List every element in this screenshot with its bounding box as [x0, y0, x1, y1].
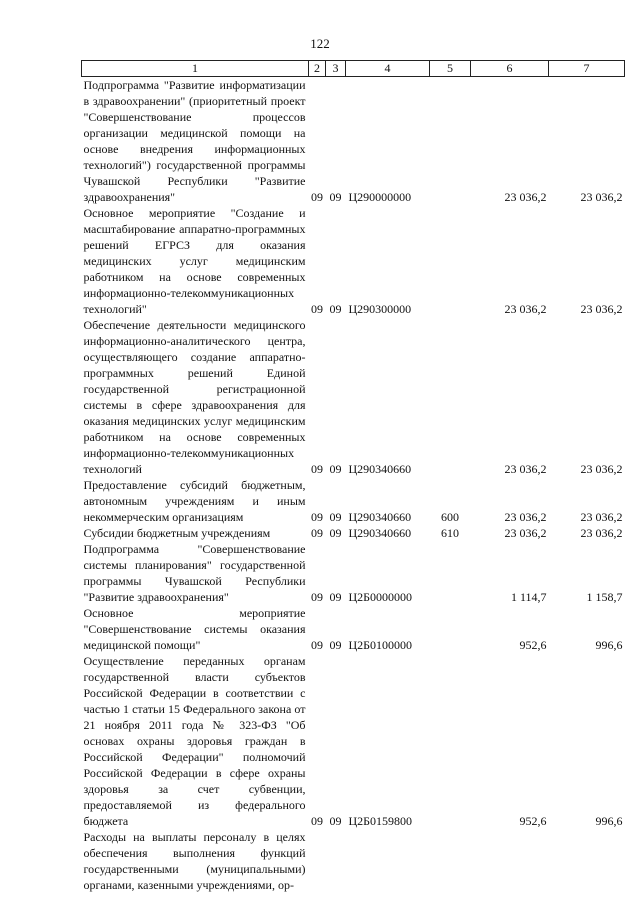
- row-amount-1: 23 036,2: [504, 462, 547, 476]
- table-row: [82, 829, 625, 893]
- row-subsection: 09: [329, 814, 342, 828]
- column-header: 1: [82, 61, 309, 77]
- row-target-article: Ц2Б0000000: [348, 590, 413, 604]
- column-header: 2: [309, 61, 326, 77]
- row-amount-1: 23 036,2: [504, 526, 547, 540]
- budget-table: [81, 60, 625, 893]
- row-subsection: [326, 829, 346, 893]
- row-amount-1: [471, 829, 549, 893]
- row-section: 09: [311, 814, 323, 828]
- row-amount-2: 1 158,7: [586, 590, 623, 604]
- row-amount-2: 996,6: [595, 814, 623, 828]
- row-amount-2: 23 036,2: [580, 526, 623, 540]
- row-target-article: Ц290340660: [348, 510, 412, 524]
- row-subsection: 09: [329, 638, 342, 652]
- row-expense-type: [430, 653, 471, 829]
- row-section: 09: [311, 462, 323, 476]
- table-row: [82, 605, 625, 653]
- row-subsection: 09: [329, 510, 342, 524]
- row-name: Субсидии бюджетным учреждениям: [83, 526, 271, 540]
- row-amount-1: 1 114,7: [510, 590, 547, 604]
- column-header: 5: [430, 61, 471, 77]
- row-name: Подпрограмма "Совершенствование системы планирования" государственной программы Чувашской Республики "Развитие здравоохранения": [83, 542, 306, 604]
- column-header: 4: [346, 61, 430, 77]
- row-target-article: Ц290340660: [348, 526, 412, 540]
- row-expense-type: [430, 205, 471, 317]
- row-amount-1: 23 036,2: [504, 190, 547, 204]
- row-section: 09: [311, 190, 323, 204]
- table-row: [82, 653, 625, 829]
- table-row: [82, 541, 625, 605]
- column-header: 3: [326, 61, 346, 77]
- row-target-article: Ц290300000: [348, 302, 412, 316]
- row-section: 09: [311, 590, 323, 604]
- row-name: Основное мероприятие "Совершенствование системы оказания медицинской помощи": [83, 606, 306, 652]
- row-name: Расходы на выплаты персоналу в целях обеспечения выполнения функций государственными (муниципальными) органами, казенными учреждениями, ор-: [83, 830, 306, 892]
- table-row: [82, 77, 625, 206]
- table-row: [82, 205, 625, 317]
- row-target-article: Ц2Б0159800: [348, 814, 413, 828]
- row-expense-type: 600: [441, 510, 459, 524]
- row-section: 09: [311, 302, 323, 316]
- row-section: [309, 829, 326, 893]
- row-expense-type: [430, 77, 471, 206]
- row-amount-1: 23 036,2: [504, 510, 547, 524]
- row-expense-type: [430, 829, 471, 893]
- row-amount-2: 23 036,2: [580, 510, 623, 524]
- row-expense-type: 610: [441, 526, 459, 540]
- row-amount-2: 23 036,2: [580, 302, 623, 316]
- row-subsection: 09: [329, 302, 342, 316]
- row-target-article: [346, 829, 430, 893]
- row-amount-1: 23 036,2: [504, 302, 547, 316]
- row-name: Основное мероприятие "Создание и масштабирование аппаратно-программных решений ЕГРСЗ для оказания медицинских услуг медицинским работником на основе современных информационно-телекоммуникационных технологий": [83, 206, 306, 316]
- row-target-article: Ц2Б0100000: [348, 638, 413, 652]
- row-name: Обеспечение деятельности медицинского информационно-аналитического центра, осуществляющего создание аппаратно-программных решений Единой государственной регистрационной системы в сфере здравоохранения для оказания медицинских услуг медицинским работником на основе современных информационно-телекоммуникационных технологий: [83, 318, 306, 476]
- row-name: Предоставление субсидий бюджетным, автономным учреждениям и иным некоммерческим организациям: [83, 478, 306, 524]
- row-name: Подпрограмма "Развитие информатизации в здравоохранении" (приоритетный проект "Совершенствование процессов организации медицинской помощи на основе внедрения информационных технологий") государственной программы Чувашской Республики "Развитие здравоохранения": [83, 78, 306, 204]
- row-subsection: 09: [329, 462, 342, 476]
- row-section: 09: [311, 638, 323, 652]
- row-expense-type: [430, 541, 471, 605]
- row-section: 09: [311, 526, 323, 540]
- row-subsection: 09: [329, 190, 342, 204]
- row-amount-2: [549, 829, 625, 893]
- row-amount-1: 952,6: [519, 638, 547, 652]
- row-target-article: Ц290000000: [348, 190, 412, 204]
- row-expense-type: [430, 605, 471, 653]
- row-subsection: 09: [329, 590, 342, 604]
- row-expense-type: [430, 317, 471, 477]
- row-name: Осуществление переданных органам государственной власти субъектов Российской Федерации в соответствии с частью 1 статьи 15 Федерального закона от 21 ноября 2011 года № 323-ФЗ "Об основах охраны здоровья граждан в Российской Федерации" полномочий Российской Федерации в сфере охраны здоровья за счет субвенции, предоставляемой из федерального бюджета: [83, 654, 306, 828]
- page-number: 122: [310, 36, 330, 51]
- table-row: [82, 477, 625, 525]
- row-section: 09: [311, 510, 323, 524]
- table-row: [82, 525, 625, 541]
- row-amount-2: 23 036,2: [580, 462, 623, 476]
- row-amount-1: 952,6: [519, 814, 547, 828]
- row-amount-2: 996,6: [595, 638, 623, 652]
- row-amount-2: 23 036,2: [580, 190, 623, 204]
- column-header: 6: [471, 61, 549, 77]
- column-header: 7: [549, 61, 625, 77]
- table-row: [82, 317, 625, 477]
- row-subsection: 09: [329, 526, 342, 540]
- row-target-article: Ц290340660: [348, 462, 412, 476]
- header-row: [82, 61, 625, 77]
